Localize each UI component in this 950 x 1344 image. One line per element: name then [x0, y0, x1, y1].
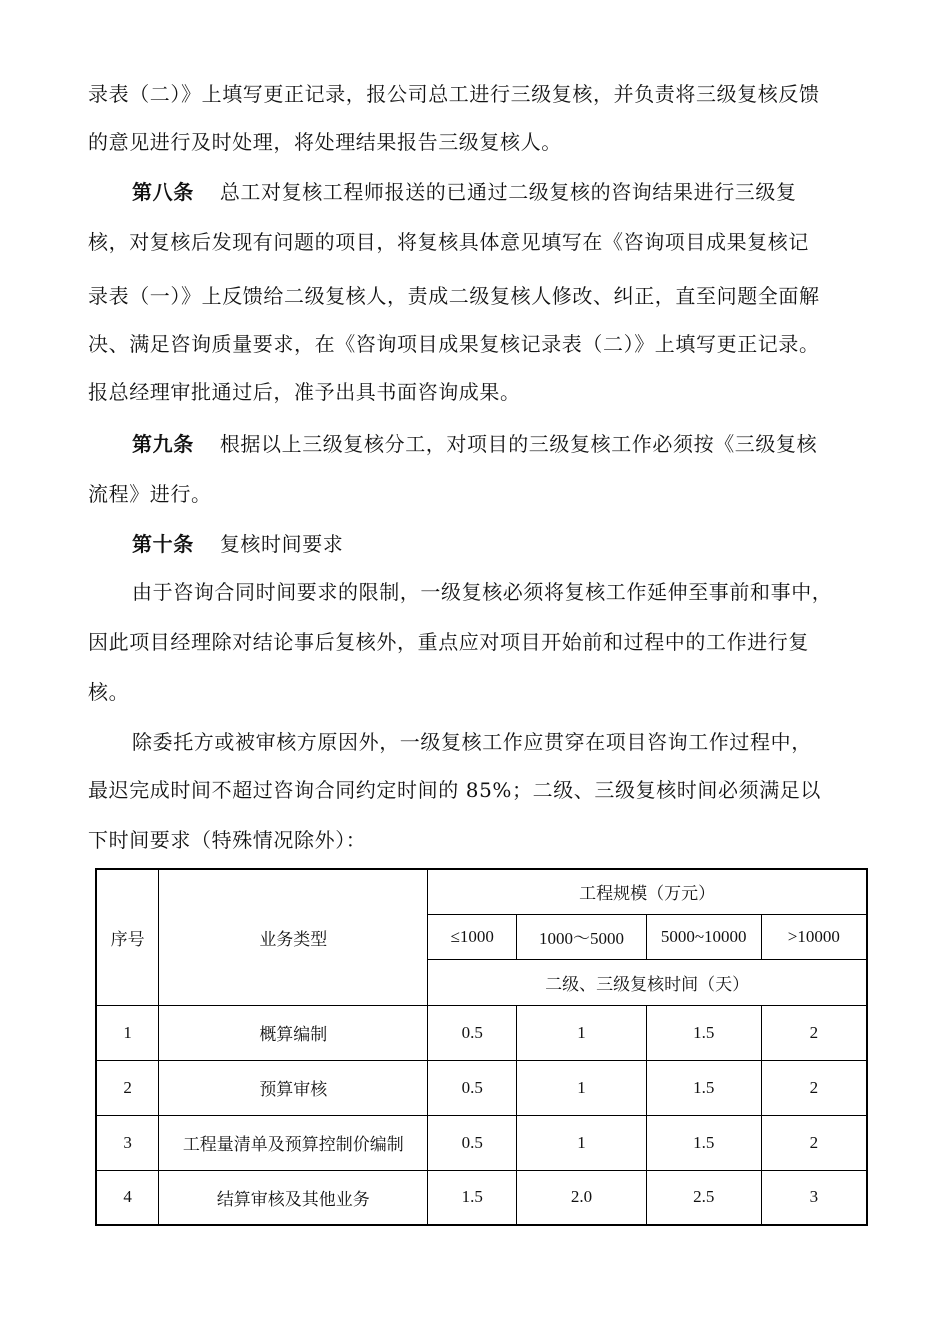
article-8-label: 第八条	[132, 180, 194, 204]
text-line: 录表（一）》上反馈给二级复核人，责成二级复核人修改、纠正，直至问题全面解	[88, 284, 820, 308]
text-line: 根据以上三级复核分工，对项目的三级复核工作必须按《三级复核	[219, 432, 818, 456]
cell-type: 工程量清单及预算控制价编制	[159, 1115, 428, 1170]
text-line: 录表（二）》上填写更正记录，报公司总工进行三级复核，并负责将三级复核反馈	[88, 82, 820, 106]
article-9-line	[132, 432, 878, 456]
text-line: 决、满足咨询质量要求，在《咨询项目成果复核记录表（二）》上填写更正记录。	[88, 332, 820, 356]
text-line: 的意见进行及时处理，将处理结果报告三级复核人。	[88, 130, 562, 154]
header-scale-range: 1000～5000	[517, 914, 647, 959]
text-line: 除委托方或被审核方原因外，一级复核工作应贯穿在项目咨询工作过程中，	[132, 730, 812, 754]
cell-value: 1	[517, 1005, 647, 1060]
cell-value: 2.5	[646, 1170, 761, 1225]
text-line: 报总经理审批通过后，准予出具书面咨询成果。	[88, 380, 521, 404]
text-line: 核，对复核后发现有问题的项目，将复核具体意见填写在《咨询项目成果复核记	[88, 230, 809, 254]
cell-type: 结算审核及其他业务	[159, 1170, 428, 1225]
cell-value: 2	[761, 1115, 867, 1170]
review-time-table	[95, 868, 868, 1226]
header-scale-range: >10000	[761, 914, 867, 959]
text-line: 总工对复核工程师报送的已通过二级复核的咨询结果进行三级复	[219, 180, 797, 204]
text-line: 由于咨询合同时间要求的限制，一级复核必须将复核工作延伸至事前和事中，	[132, 580, 833, 604]
cell-value: 2	[761, 1060, 867, 1115]
text-line: 最迟完成时间不超过咨询合同约定时间的 85%；二级、三级复核时间必须满足以	[88, 778, 822, 802]
cell-value: 2	[761, 1005, 867, 1060]
cell-seq: 3	[96, 1115, 159, 1170]
text-line: 因此项目经理除对结论事后复核外，重点应对项目开始前和过程中的工作进行复	[88, 630, 809, 654]
table-row	[96, 1115, 867, 1170]
article-8-line	[132, 180, 878, 204]
header-scale: 工程规模（万元）	[428, 869, 867, 914]
article-10-line	[132, 532, 878, 556]
text-line: 核。	[88, 680, 130, 704]
header-scale-range: 5000~10000	[646, 914, 761, 959]
cell-value: 3	[761, 1170, 867, 1225]
text-line: 下时间要求（特殊情况除外）：	[88, 828, 367, 852]
article-10-title: 复核时间要求	[219, 532, 344, 556]
text-line: 流程》进行。	[88, 482, 212, 506]
cell-value: 1.5	[646, 1005, 761, 1060]
cell-value: 1.5	[646, 1060, 761, 1115]
cell-value: 1	[517, 1060, 647, 1115]
cell-value: 0.5	[428, 1060, 517, 1115]
header-seq: 序号	[96, 869, 159, 1005]
cell-seq: 2	[96, 1060, 159, 1115]
cell-value: 0.5	[428, 1115, 517, 1170]
cell-value: 2.0	[517, 1170, 647, 1225]
cell-seq: 1	[96, 1005, 159, 1060]
cell-seq: 4	[96, 1170, 159, 1225]
cell-value: 1.5	[646, 1115, 761, 1170]
article-10-label: 第十条	[132, 532, 194, 556]
table-row	[96, 1060, 867, 1115]
cell-value: 1.5	[428, 1170, 517, 1225]
cell-type: 概算编制	[159, 1005, 428, 1060]
header-scale-range: ≤1000	[428, 914, 517, 959]
cell-value: 0.5	[428, 1005, 517, 1060]
cell-value: 1	[517, 1115, 647, 1170]
table-row	[96, 1170, 867, 1225]
table-row	[96, 1005, 867, 1060]
cell-type: 预算审核	[159, 1060, 428, 1115]
header-business-type: 业务类型	[159, 869, 428, 1005]
header-review-time: 二级、三级复核时间（天）	[428, 959, 867, 1005]
article-9-label: 第九条	[132, 432, 194, 456]
